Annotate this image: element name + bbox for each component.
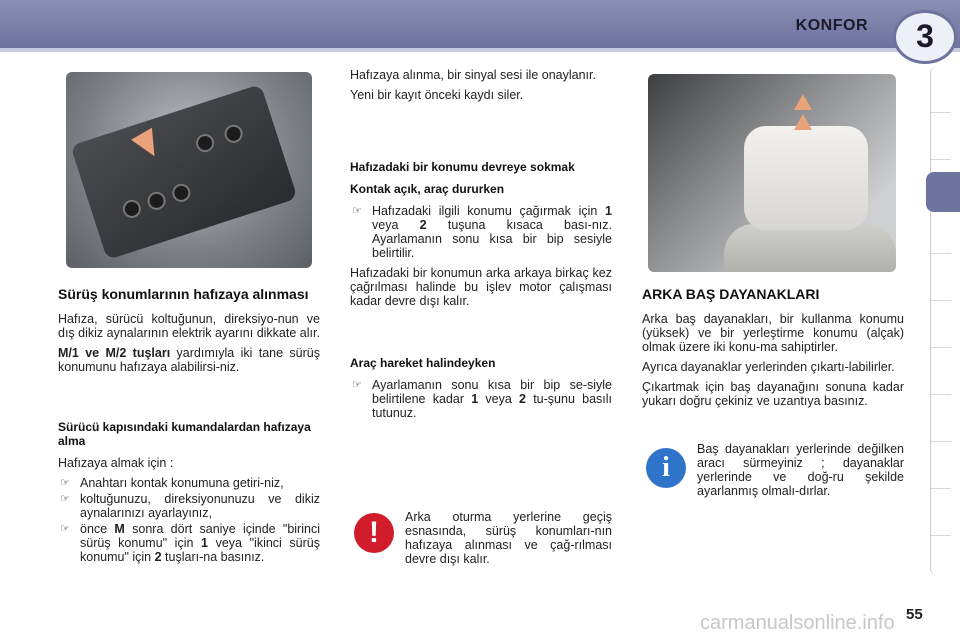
door-controls-photo <box>66 72 312 268</box>
seat-back-shape <box>724 224 896 272</box>
memory-button-1-shape <box>145 190 168 213</box>
text: önce <box>80 522 115 536</box>
side-tab[interactable] <box>931 442 951 489</box>
window-switch-shape <box>222 122 245 145</box>
paragraph: Hafızaya almak için : <box>58 456 174 470</box>
side-tab[interactable] <box>931 113 951 160</box>
column-right <box>642 286 904 414</box>
bold-text: 1 <box>201 536 208 550</box>
memory-button-2-shape <box>170 182 193 205</box>
list-item: ☞ Anahtarı kontak konumuna getiri-niz, <box>80 476 320 490</box>
text: yardımıyla iki tane sürüş konumunu hafızaya alabilirsi-niz. <box>58 346 320 374</box>
section-title: KONFOR <box>795 17 868 34</box>
recall-list <box>350 204 612 260</box>
heading-rear-headrests: ARKA BAŞ DAYANAKLARI <box>642 286 820 302</box>
side-tab-active[interactable] <box>926 172 960 212</box>
side-tab[interactable] <box>931 66 951 113</box>
text: veya "ikinci sürüş konumu" için <box>80 536 321 564</box>
subheading-door-memory: Sürücü kapısındaki kumandalardan hafızaya alma <box>58 420 311 448</box>
paragraph: Arka baş dayanakları, bir kullanma konumu (yüksek) ve bir yerleştirme konumu (alçak) olmak üzere iki konu-ma sahiptirler. <box>642 312 904 354</box>
side-tab[interactable] <box>931 301 951 348</box>
chapter-number: 3 <box>916 18 934 54</box>
bold-text: M <box>114 522 125 536</box>
header-divider <box>0 48 960 52</box>
arrow-up-icon <box>794 114 812 130</box>
paragraph <box>58 346 320 374</box>
page-number: 55 <box>906 606 923 623</box>
side-tab[interactable] <box>931 489 951 536</box>
column-left <box>58 286 320 570</box>
side-tab[interactable] <box>931 395 951 442</box>
list-item <box>372 378 612 420</box>
text: sonra dört saniye içinde "birinci sürüş konumu" için <box>80 522 320 550</box>
text: Hafızadaki ilgili konumu çağırmak için <box>372 204 606 218</box>
side-tab[interactable] <box>931 348 951 395</box>
headrest-shape <box>744 126 868 230</box>
spacer <box>350 314 612 356</box>
window-switch-shape <box>194 132 217 155</box>
side-tab-strip <box>930 66 951 576</box>
steps-list <box>58 476 320 564</box>
chapter-badge <box>893 10 957 64</box>
heading-memory: Sürüş konumlarının hafızaya alınması <box>58 286 309 302</box>
list-item <box>372 204 612 260</box>
side-tab[interactable] <box>931 207 951 254</box>
bold-text: 2 <box>154 550 162 564</box>
text: tu-şunu basılı tutunuz. <box>372 392 612 420</box>
exclamation-icon: ! <box>354 513 394 553</box>
list-item <box>80 522 320 564</box>
side-tab[interactable] <box>931 254 951 301</box>
text: tuşları-na basınız. <box>161 550 265 564</box>
paragraph: Çıkartmak için baş dayanağını sonuna kadar yukarı doğru çekiniz ve uzantıya basınız. <box>642 380 904 408</box>
spacer <box>58 380 320 420</box>
moving-list <box>350 378 612 420</box>
warning-text: Arka oturma yerlerine geçiş esnasında, sürüş konumları-nın hafızaya alınması ve çağ-rılması devre dışı kalır. <box>405 510 612 566</box>
headrest-photo <box>648 74 896 272</box>
bold-text: 2 <box>419 218 427 232</box>
info-note <box>697 442 904 504</box>
paragraph: Yeni bir kayıt önceki kaydı siler. <box>350 88 524 102</box>
subheading-recall: Hafızadaki bir konumu devreye sokmak <box>350 160 575 174</box>
subheading-moving: Araç hareket halindeyken <box>350 356 496 370</box>
subheading-stationary: Kontak açık, araç dururken <box>350 182 505 196</box>
text: veya <box>372 218 420 232</box>
info-icon: i <box>646 448 686 488</box>
paragraph: Hafızadaki bir konumun arka arkaya birkaç kez çağrılması halinde bu işlev motor çalışması kadar devre dışı kalır. <box>350 266 612 308</box>
spacer <box>350 108 612 160</box>
arrow-up-icon <box>794 94 812 110</box>
door-panel-shape <box>70 84 297 260</box>
paragraph: Hafıza, sürücü koltuğunun, direksiyo-nun ve dış dikiz aynalarının elektrik ayarını dikkate alır. <box>58 312 320 340</box>
warning-note <box>405 510 612 572</box>
bold-text: 2 <box>519 392 526 406</box>
watermark: carmanualsonline.info <box>700 612 895 634</box>
list-item: ☞ koltuğunuzu, direksiyonunuzu ve dikiz aynalarınızı ayarlayınız, <box>80 492 320 520</box>
text: Ayarlamanın sonu kısa bir bip se-siyle belirtilene kadar <box>372 378 612 406</box>
text: veya <box>478 392 520 406</box>
bold-text: 1 <box>605 204 612 218</box>
paragraph: Hafızaya alınma, bir sinyal sesi ile onaylanır. <box>350 68 596 82</box>
column-middle <box>350 68 612 426</box>
bold-text: M/1 ve M/2 tuşları <box>58 346 171 360</box>
info-text: Baş dayanakları yerlerinde değilken aracı sürmeyiniz ; dayanaklar yerlerinde ve doğ-ru şekilde ayarlanmış olmalı-dırlar. <box>697 442 904 498</box>
text: tuşuna kısaca bası-nız. Ayarlamanın sonu kısa bir bip sesiyle belirtilir. <box>372 218 612 260</box>
bold-text: 1 <box>471 392 479 406</box>
memory-button-m-shape <box>121 198 144 221</box>
paragraph: Ayrıca dayanaklar yerlerinden çıkartı-labilirler. <box>642 360 895 374</box>
